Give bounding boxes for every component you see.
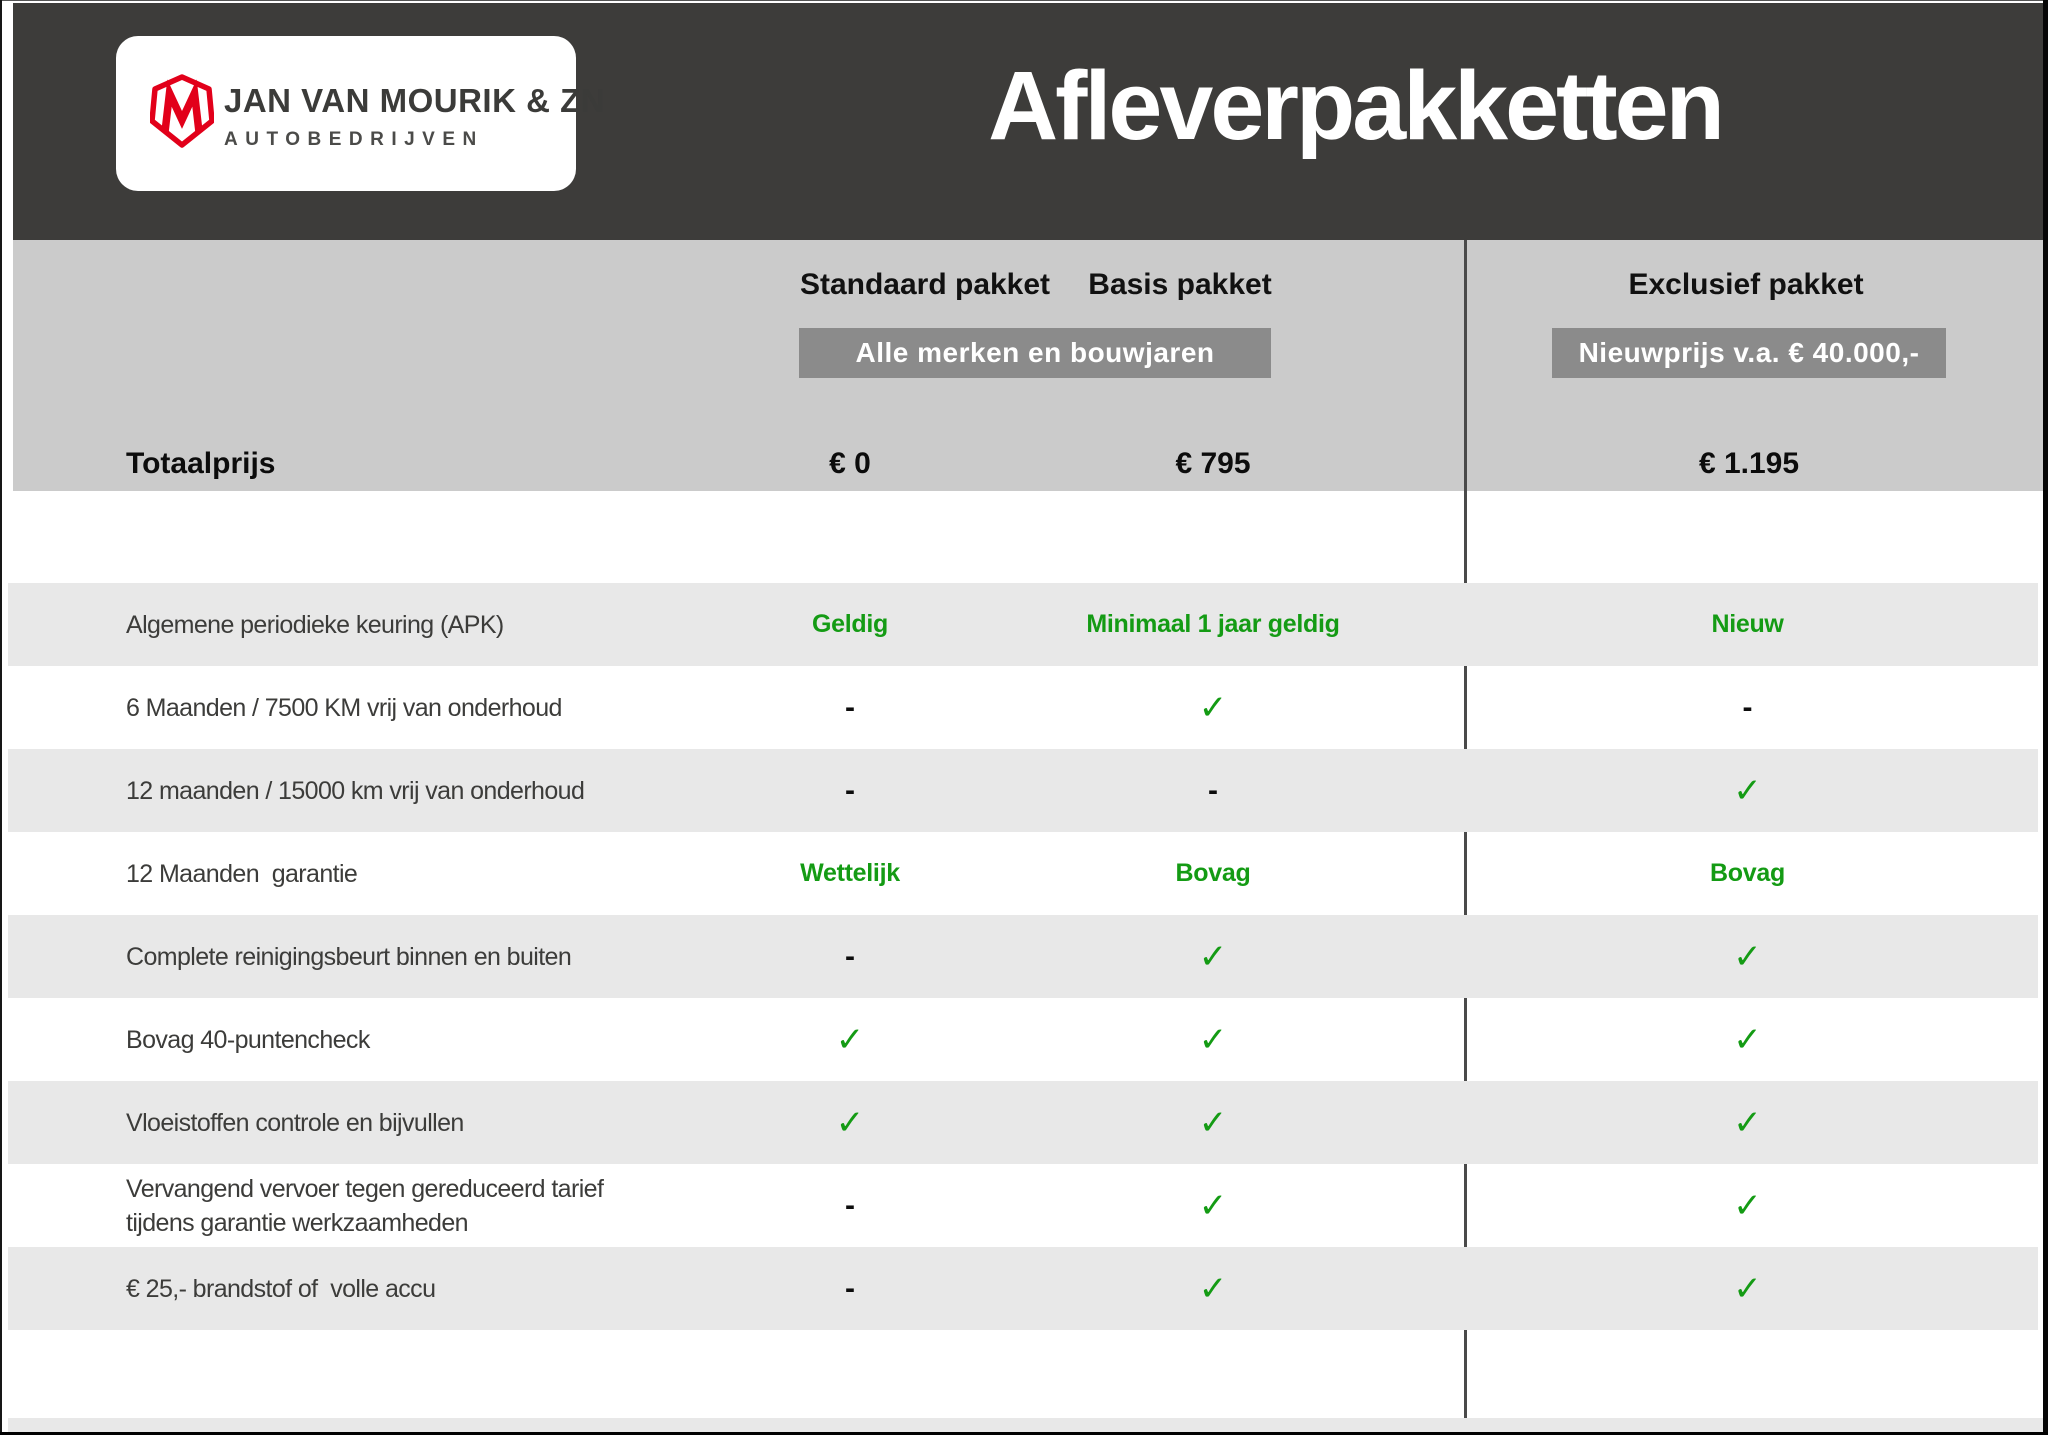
feature-label: Bovag 40-puntencheck xyxy=(126,1025,370,1054)
cell-basis-check-icon: ✓ xyxy=(1198,1103,1228,1142)
cell-exclusief-check-icon: ✓ xyxy=(1733,771,1762,810)
cell-exclusief-check-icon: ✓ xyxy=(1733,937,1762,976)
feature-row xyxy=(8,832,2038,915)
brand-subtitle: AUTOBEDRIJVEN xyxy=(224,129,484,150)
cell-exclusief: Nieuw xyxy=(1711,610,1784,638)
page-title: Afleverpakketten xyxy=(988,51,1722,160)
feature-row xyxy=(8,1164,2038,1247)
cell-basis-check-icon: ✓ xyxy=(1198,937,1228,976)
feature-row xyxy=(8,666,2038,749)
badge-nieuwprijs: Nieuwprijs v.a. € 40.000,- xyxy=(1552,328,1946,378)
feature-table xyxy=(8,583,2038,1330)
feature-label: 12 maanden / 15000 km vrij van onderhoud xyxy=(126,776,585,805)
cell-standaard: - xyxy=(845,939,855,973)
feature-label: Complete reinigingsbeurt binnen en buiten xyxy=(126,942,572,971)
badge-alle-merken: Alle merken en bouwjaren xyxy=(799,328,1271,378)
feature-row xyxy=(8,1081,2038,1164)
feature-row xyxy=(8,749,2038,832)
cell-basis-check-icon: ✓ xyxy=(1198,1186,1228,1225)
header-bar xyxy=(13,3,2043,240)
cell-standaard: Wettelijk xyxy=(800,859,900,887)
totaalprijs-basis: € 795 xyxy=(1175,447,1251,480)
cell-exclusief-check-icon: ✓ xyxy=(1733,1103,1762,1142)
feature-label: Vloeistoffen controle en bijvullen xyxy=(126,1108,464,1137)
frame-edge-right xyxy=(2043,0,2048,1435)
column-header-exclusief: Exclusief pakket xyxy=(1628,268,1864,301)
totaalprijs-exclusief: € 1.195 xyxy=(1698,447,1800,480)
cell-basis: Bovag xyxy=(1175,859,1251,887)
cell-basis-check-icon: ✓ xyxy=(1198,1269,1228,1308)
cell-standaard-check-icon: ✓ xyxy=(835,1103,865,1142)
bottom-gray-strip xyxy=(8,1418,2043,1432)
cell-standaard: - xyxy=(845,690,855,724)
cell-exclusief-check-icon: ✓ xyxy=(1733,1020,1762,1059)
column-header-band xyxy=(13,240,2043,491)
totaalprijs-standaard: € 0 xyxy=(829,447,871,480)
feature-label: € 25,- brandstof of volle accu xyxy=(126,1274,436,1303)
cell-basis: - xyxy=(1208,773,1218,807)
feature-row xyxy=(8,998,2038,1081)
cell-exclusief-check-icon: ✓ xyxy=(1733,1269,1762,1308)
cell-exclusief-check-icon: ✓ xyxy=(1733,1186,1762,1225)
cell-standaard: - xyxy=(845,1271,855,1305)
cell-exclusief: - xyxy=(1742,690,1753,724)
brand-logo-card xyxy=(116,36,606,191)
feature-label: Algemene periodieke keuring (APK) xyxy=(126,610,504,639)
brand-text xyxy=(224,82,605,151)
cell-basis: Minimaal 1 jaar geldig xyxy=(1086,610,1340,638)
column-header-basis: Basis pakket xyxy=(1088,268,1272,301)
feature-label: Vervangend vervoer tegen gereduceerd tarief tijdens garantie werkzaamheden xyxy=(126,1174,604,1237)
frame-edge-left xyxy=(0,0,2,1435)
feature-label: 12 Maanden garantie xyxy=(126,859,358,888)
brand-name: JAN VAN MOURIK & ZN xyxy=(224,82,606,119)
feature-label: 6 Maanden / 7500 KM vrij van onderhoud xyxy=(126,693,562,722)
brand-shield-m-icon xyxy=(150,74,214,148)
feature-row xyxy=(8,583,2038,666)
column-header-standaard: Standaard pakket xyxy=(799,268,1051,301)
cell-standaard-check-icon: ✓ xyxy=(835,1020,865,1059)
cell-standaard: Geldig xyxy=(812,610,888,638)
cell-standaard: - xyxy=(845,1188,855,1222)
feature-row xyxy=(8,915,2038,998)
cell-basis-check-icon: ✓ xyxy=(1198,688,1228,727)
cell-standaard: - xyxy=(845,773,855,807)
frame-edge-top xyxy=(0,0,2048,1)
cell-exclusief: Bovag xyxy=(1710,859,1785,887)
totaalprijs-label: Totaalprijs xyxy=(126,447,276,480)
feature-row xyxy=(8,1247,2038,1330)
cell-basis-check-icon: ✓ xyxy=(1198,1020,1228,1059)
